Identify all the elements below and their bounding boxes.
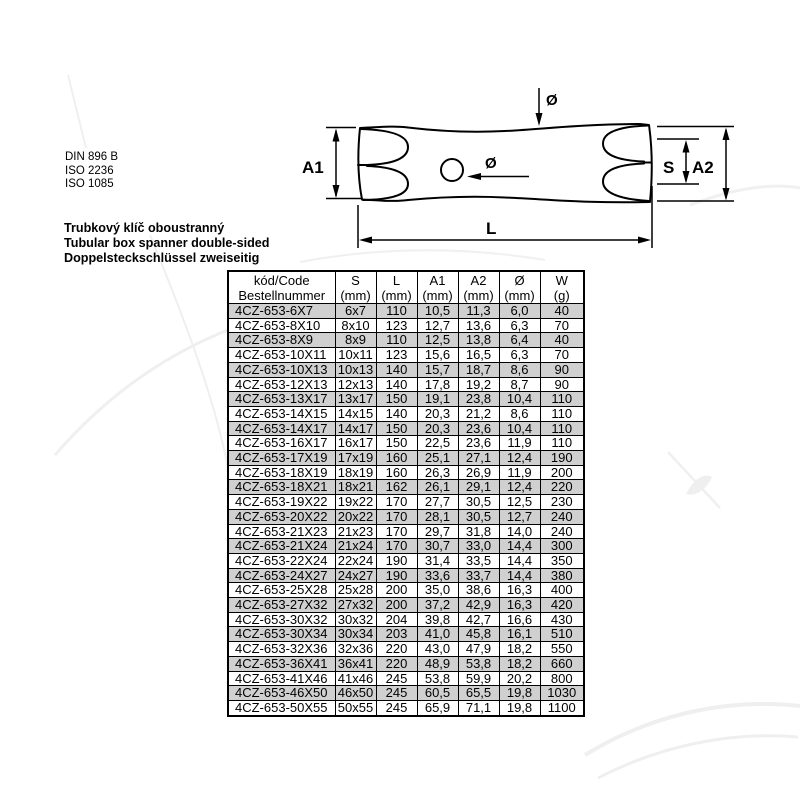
cell-value: 6x7 <box>335 304 376 319</box>
cell-value: 13,8 <box>458 333 499 348</box>
col-header-l-line2: (mm) <box>381 287 412 303</box>
cell-value: 21x24 <box>335 539 376 554</box>
cell-value: 27,1 <box>458 451 499 466</box>
cell-value: 53,8 <box>458 656 499 671</box>
cell-value: 110 <box>540 436 584 451</box>
cell-code: 4CZ-653-8X9 <box>228 333 335 348</box>
cell-code: 4CZ-653-6X7 <box>228 304 335 319</box>
cell-value: 1100 <box>540 700 584 715</box>
cell-value: 18x19 <box>335 465 376 480</box>
cell-value: 14x15 <box>335 406 376 421</box>
cell-code: 4CZ-653-16X17 <box>228 436 335 451</box>
col-header-l <box>376 271 417 304</box>
label-a2: A2 <box>692 158 714 177</box>
cell-value: 1030 <box>540 686 584 701</box>
cell-value: 20x22 <box>335 509 376 524</box>
cell-value: 53,8 <box>417 671 458 686</box>
cell-value: 17,8 <box>417 377 458 392</box>
cell-value: 18,2 <box>499 642 540 657</box>
table-row <box>228 583 584 598</box>
cell-value: 8x9 <box>335 333 376 348</box>
cell-code: 4CZ-653-41X46 <box>228 671 335 686</box>
cell-value: 41x46 <box>335 671 376 686</box>
cell-value: 160 <box>376 465 417 480</box>
table-row <box>228 318 584 333</box>
cell-value: 12,5 <box>417 333 458 348</box>
cell-value: 65,9 <box>417 700 458 715</box>
cell-code: 4CZ-653-21X24 <box>228 539 335 554</box>
cell-value: 160 <box>376 451 417 466</box>
cell-code: 4CZ-653-14X15 <box>228 406 335 421</box>
table-row <box>228 700 584 715</box>
col-header-a2-line1: A2 <box>470 272 487 288</box>
table-row <box>228 598 584 613</box>
cell-value: 8,7 <box>499 377 540 392</box>
table-row <box>228 333 584 348</box>
cell-code: 4CZ-653-18X19 <box>228 465 335 480</box>
table-row <box>228 671 584 686</box>
cell-value: 420 <box>540 598 584 613</box>
cell-value: 16,5 <box>458 348 499 363</box>
cell-value: 10,4 <box>499 421 540 436</box>
cell-value: 6,0 <box>499 304 540 319</box>
cell-value: 36x41 <box>335 656 376 671</box>
col-header-weight-line2: (g) <box>553 287 570 303</box>
cell-value: 14,0 <box>499 524 540 539</box>
spec-table-body <box>228 304 584 716</box>
cell-code: 4CZ-653-32X36 <box>228 642 335 657</box>
cell-value: 12,4 <box>499 451 540 466</box>
cell-value: 30x32 <box>335 612 376 627</box>
cell-value: 14x17 <box>335 421 376 436</box>
cell-code: 4CZ-653-24X27 <box>228 568 335 583</box>
table-row <box>228 656 584 671</box>
cell-code: 4CZ-653-22X24 <box>228 553 335 568</box>
cell-value: 123 <box>376 348 417 363</box>
table-row <box>228 392 584 407</box>
cell-value: 220 <box>376 642 417 657</box>
cell-value: 19,2 <box>458 377 499 392</box>
cell-value: 20,3 <box>417 421 458 436</box>
cell-value: 245 <box>376 671 417 686</box>
cell-code: 4CZ-653-27X32 <box>228 598 335 613</box>
cell-code: 4CZ-653-20X22 <box>228 509 335 524</box>
table-row <box>228 627 584 642</box>
cell-value: 23,8 <box>458 392 499 407</box>
cell-value: 110 <box>540 421 584 436</box>
cell-value: 150 <box>376 392 417 407</box>
product-name-de: Doppelsteckschlüssel zweiseitig <box>64 251 260 266</box>
cell-value: 26,3 <box>417 465 458 480</box>
cell-value: 170 <box>376 509 417 524</box>
cell-value: 45,8 <box>458 627 499 642</box>
col-header-code <box>228 271 335 304</box>
cell-code: 4CZ-653-30X32 <box>228 612 335 627</box>
standard-din: DIN 896 B <box>65 151 119 163</box>
cell-value: 23,6 <box>458 421 499 436</box>
cell-value: 510 <box>540 627 584 642</box>
cell-value: 30,5 <box>458 495 499 510</box>
label-a1: A1 <box>302 158 324 177</box>
col-header-weight-line1: W <box>555 272 568 288</box>
cell-value: 8,6 <box>499 362 540 377</box>
cell-value: 12,5 <box>499 495 540 510</box>
cell-value: 19x22 <box>335 495 376 510</box>
table-row <box>228 480 584 495</box>
standard-iso-1: ISO 2236 <box>65 164 114 177</box>
cell-value: 22,5 <box>417 436 458 451</box>
label-diameter-hole: Ø <box>485 155 497 172</box>
cell-value: 24x27 <box>335 568 376 583</box>
cell-code: 4CZ-653-46X50 <box>228 686 335 701</box>
cell-value: 190 <box>540 451 584 466</box>
cell-value: 200 <box>376 598 417 613</box>
col-header-a2-line2: (mm) <box>463 287 494 303</box>
cell-value: 190 <box>376 568 417 583</box>
cell-value: 6,3 <box>499 348 540 363</box>
cell-value: 10,5 <box>417 304 458 319</box>
cell-value: 33,0 <box>458 539 499 554</box>
cell-value: 430 <box>540 612 584 627</box>
col-header-a1-line2: (mm) <box>422 287 453 303</box>
cell-value: 21,2 <box>458 406 499 421</box>
table-row <box>228 568 584 583</box>
cell-value: 90 <box>540 362 584 377</box>
col-header-diameter-line1: Ø <box>514 272 525 288</box>
cell-value: 22x24 <box>335 553 376 568</box>
label-diameter-top: Ø <box>546 92 558 109</box>
cell-value: 33,6 <box>417 568 458 583</box>
col-header-s-line2: (mm) <box>340 287 371 303</box>
table-row <box>228 465 584 480</box>
cell-value: 18,2 <box>499 656 540 671</box>
table-row <box>228 642 584 657</box>
label-l: L <box>486 219 497 238</box>
cell-value: 33,5 <box>458 553 499 568</box>
cell-value: 18,7 <box>458 362 499 377</box>
cell-code: 4CZ-653-25X28 <box>228 583 335 598</box>
cell-value: 16,6 <box>499 612 540 627</box>
cell-value: 400 <box>540 583 584 598</box>
table-row <box>228 421 584 436</box>
cell-value: 43,0 <box>417 642 458 657</box>
table-row <box>228 406 584 421</box>
cell-value: 110 <box>376 333 417 348</box>
cell-code: 4CZ-653-14X17 <box>228 421 335 436</box>
cell-value: 38,6 <box>458 583 499 598</box>
cell-value: 21x23 <box>335 524 376 539</box>
table-row <box>228 539 584 554</box>
cell-value: 162 <box>376 480 417 495</box>
cell-value: 6,3 <box>499 318 540 333</box>
cell-value: 48,9 <box>417 656 458 671</box>
table-row <box>228 509 584 524</box>
cell-code: 4CZ-653-10X11 <box>228 348 335 363</box>
product-name-cs: Trubkový klíč oboustranný <box>64 221 225 235</box>
cell-code: 4CZ-653-10X13 <box>228 362 335 377</box>
table-row <box>228 612 584 627</box>
cell-value: 70 <box>540 318 584 333</box>
cell-code: 4CZ-653-8X10 <box>228 318 335 333</box>
cell-code: 4CZ-653-30X34 <box>228 627 335 642</box>
spec-table <box>227 270 585 717</box>
cell-value: 31,8 <box>458 524 499 539</box>
col-header-diameter-line2: (mm) <box>504 287 535 303</box>
cell-value: 90 <box>540 377 584 392</box>
cell-value: 200 <box>540 465 584 480</box>
cell-value: 16,1 <box>499 627 540 642</box>
cell-value: 46x50 <box>335 686 376 701</box>
cell-value: 12x13 <box>335 377 376 392</box>
cell-value: 65,5 <box>458 686 499 701</box>
cell-value: 8,6 <box>499 406 540 421</box>
product-names <box>64 221 269 267</box>
cell-value: 800 <box>540 671 584 686</box>
cell-value: 30x34 <box>335 627 376 642</box>
product-name-en: Tubular box spanner double-sided <box>64 236 270 251</box>
cell-value: 170 <box>376 524 417 539</box>
cell-value: 25x28 <box>335 583 376 598</box>
cell-code: 4CZ-653-12X13 <box>228 377 335 392</box>
cell-value: 26,9 <box>458 465 499 480</box>
table-row <box>228 348 584 363</box>
cell-value: 27,7 <box>417 495 458 510</box>
table-row <box>228 436 584 451</box>
cell-value: 16,3 <box>499 598 540 613</box>
cell-value: 16,3 <box>499 583 540 598</box>
cell-value: 26,1 <box>417 480 458 495</box>
cell-value: 71,1 <box>458 700 499 715</box>
label-s: S <box>663 158 675 177</box>
col-header-s-line1: S <box>351 272 360 288</box>
cell-value: 170 <box>376 495 417 510</box>
cell-code: 4CZ-653-17X19 <box>228 451 335 466</box>
cell-value: 203 <box>376 627 417 642</box>
dimension-a1 <box>326 128 362 199</box>
cell-value: 40 <box>540 304 584 319</box>
cell-value: 150 <box>376 436 417 451</box>
cell-value: 20,3 <box>417 406 458 421</box>
cell-value: 123 <box>376 318 417 333</box>
cell-value: 10x13 <box>335 362 376 377</box>
cell-value: 47,9 <box>458 642 499 657</box>
cell-value: 14,4 <box>499 553 540 568</box>
cell-value: 33,7 <box>458 568 499 583</box>
cell-value: 140 <box>376 362 417 377</box>
tommy-bar-hole <box>441 159 463 181</box>
cell-value: 11,3 <box>458 304 499 319</box>
cell-value: 140 <box>376 406 417 421</box>
cell-value: 40 <box>540 333 584 348</box>
cell-value: 350 <box>540 553 584 568</box>
cell-value: 20,2 <box>499 671 540 686</box>
cell-code: 4CZ-653-18X21 <box>228 480 335 495</box>
cell-value: 230 <box>540 495 584 510</box>
table-row <box>228 451 584 466</box>
cell-value: 16x17 <box>335 436 376 451</box>
col-header-a1 <box>417 271 458 304</box>
cell-value: 42,7 <box>458 612 499 627</box>
cell-value: 28,1 <box>417 509 458 524</box>
table-row <box>228 495 584 510</box>
cell-value: 11,9 <box>499 465 540 480</box>
col-header-code-line1: kód/Code <box>253 272 310 288</box>
cell-value: 12,7 <box>417 318 458 333</box>
cell-value: 245 <box>376 700 417 715</box>
cell-value: 14,4 <box>499 539 540 554</box>
cell-value: 220 <box>540 480 584 495</box>
cell-value: 204 <box>376 612 417 627</box>
cell-value: 19,8 <box>499 686 540 701</box>
col-header-a1-line1: A1 <box>429 272 446 288</box>
table-row <box>228 304 584 319</box>
col-header-code-line2: Bestellnummer <box>238 287 326 303</box>
cell-value: 12,4 <box>499 480 540 495</box>
standard-iso-2: ISO 1085 <box>65 178 114 191</box>
cell-value: 29,7 <box>417 524 458 539</box>
table-row <box>228 362 584 377</box>
cell-value: 59,9 <box>458 671 499 686</box>
cell-value: 17x19 <box>335 451 376 466</box>
cell-value: 10x11 <box>335 348 376 363</box>
cell-value: 14,4 <box>499 568 540 583</box>
cell-code: 4CZ-653-36X41 <box>228 656 335 671</box>
cell-value: 70 <box>540 348 584 363</box>
cell-value: 31,4 <box>417 553 458 568</box>
cell-value: 140 <box>376 377 417 392</box>
table-row <box>228 553 584 568</box>
cell-value: 30,7 <box>417 539 458 554</box>
table-row <box>228 524 584 539</box>
cell-value: 25,1 <box>417 451 458 466</box>
cell-value: 245 <box>376 686 417 701</box>
cell-value: 13,6 <box>458 318 499 333</box>
spec-table-header <box>228 271 584 304</box>
cell-value: 110 <box>540 406 584 421</box>
cell-value: 35,0 <box>417 583 458 598</box>
col-header-s <box>335 271 376 304</box>
cell-value: 380 <box>540 568 584 583</box>
cell-value: 300 <box>540 539 584 554</box>
cell-value: 6,4 <box>499 333 540 348</box>
cell-value: 12,7 <box>499 509 540 524</box>
cell-value: 550 <box>540 642 584 657</box>
cell-value: 240 <box>540 524 584 539</box>
cell-code: 4CZ-653-21X23 <box>228 524 335 539</box>
cell-value: 19,8 <box>499 700 540 715</box>
cell-value: 150 <box>376 421 417 436</box>
cell-value: 110 <box>376 304 417 319</box>
cell-value: 37,2 <box>417 598 458 613</box>
cell-value: 42,9 <box>458 598 499 613</box>
cell-value: 13x17 <box>335 392 376 407</box>
cell-code: 4CZ-653-13X17 <box>228 392 335 407</box>
col-header-diameter <box>499 271 540 304</box>
cell-value: 200 <box>376 583 417 598</box>
cell-value: 15,7 <box>417 362 458 377</box>
cell-value: 27x32 <box>335 598 376 613</box>
cell-value: 170 <box>376 539 417 554</box>
cell-value: 23,6 <box>458 436 499 451</box>
cell-value: 15,6 <box>417 348 458 363</box>
cell-value: 110 <box>540 392 584 407</box>
cell-value: 11,9 <box>499 436 540 451</box>
cell-code: 4CZ-653-50X55 <box>228 700 335 715</box>
cell-value: 50x55 <box>335 700 376 715</box>
table-row <box>228 686 584 701</box>
cell-code: 4CZ-653-19X22 <box>228 495 335 510</box>
cell-value: 30,5 <box>458 509 499 524</box>
dimension-diameter-top <box>536 88 543 126</box>
cell-value: 8x10 <box>335 318 376 333</box>
cell-value: 19,1 <box>417 392 458 407</box>
cell-value: 60,5 <box>417 686 458 701</box>
col-header-a2 <box>458 271 499 304</box>
cell-value: 10,4 <box>499 392 540 407</box>
col-header-l-line1: L <box>392 272 401 288</box>
cell-value: 29,1 <box>458 480 499 495</box>
standards-block <box>65 151 118 192</box>
cell-value: 190 <box>376 553 417 568</box>
cell-value: 220 <box>376 656 417 671</box>
table-row <box>228 377 584 392</box>
cell-value: 240 <box>540 509 584 524</box>
col-header-weight <box>540 271 584 304</box>
cell-value: 32x36 <box>335 642 376 657</box>
cell-value: 18x21 <box>335 480 376 495</box>
cell-value: 41,0 <box>417 627 458 642</box>
cell-value: 39,8 <box>417 612 458 627</box>
cell-value: 660 <box>540 656 584 671</box>
